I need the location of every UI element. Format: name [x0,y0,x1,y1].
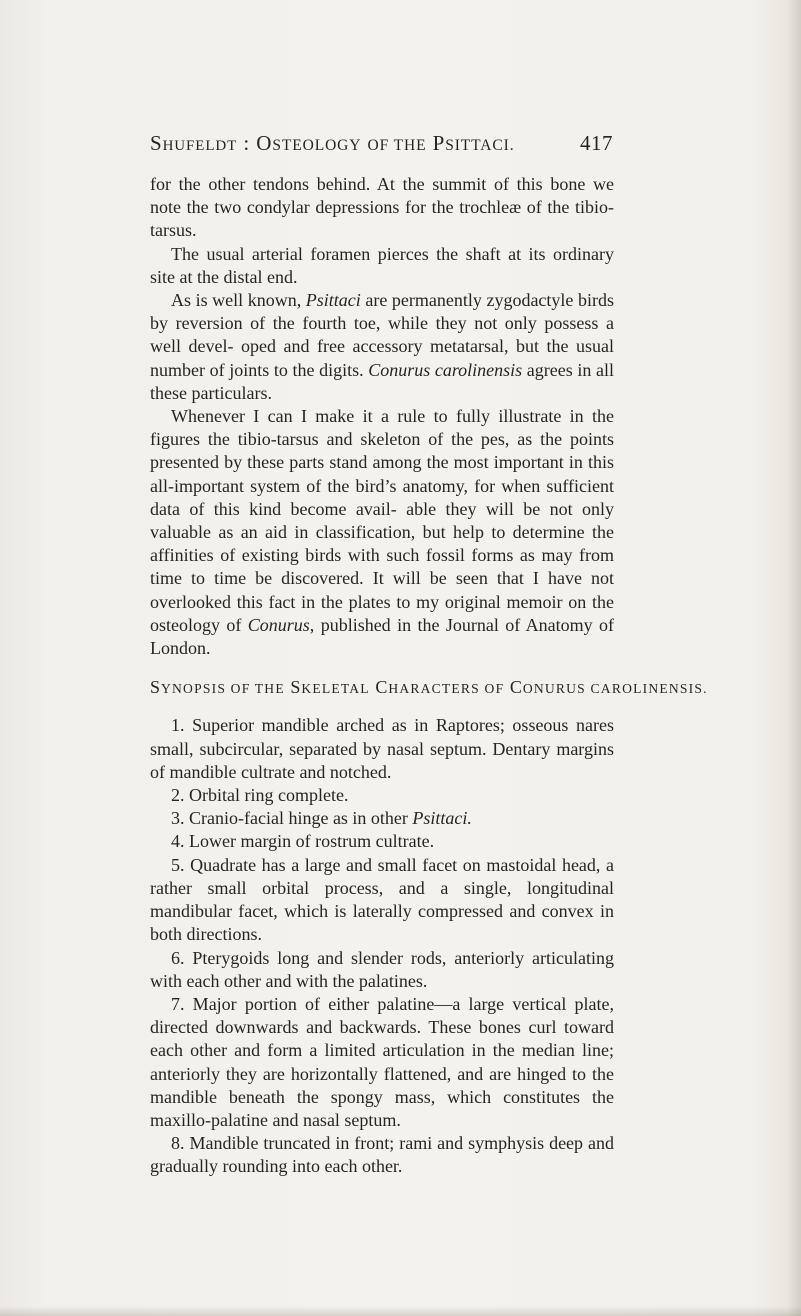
running-header [150,131,613,159]
list-item-2: 2. Orbital ring complete. [171,785,349,806]
list-item-5: 5. Quadrate has a large and small facet on mastoidal head, a rather small orbital process, and a single, longitudinal mandibular facet, which is laterally compressed and convex in both directions. [150,854,614,945]
list-item-3-italic: Psittaci. [412,808,472,829]
section-heading [150,676,708,700]
list-item-3 [150,807,614,830]
page-number: 417 [580,131,613,155]
header-title-p: P [432,131,446,155]
page-bottom-edge [0,1306,801,1316]
heading-s3: C [375,677,389,698]
heading-s1: S [150,677,162,698]
body-text [150,173,708,1179]
list-item-6: 6. Pterygoids long and slender rods, anteriorly articulating with each other and with the palatines. [150,947,614,991]
paragraph-3-italic-2: Conurus carolinensis [368,359,523,380]
header-separator: : [243,131,251,155]
header-title-sittaci: SITTACI. [445,137,515,154]
header-author: Shufeldt [150,131,238,155]
heading-s4b: ONURUS CAROLINENSIS. [522,681,708,697]
header-title-steology: STEOLOGY [272,137,362,154]
list-item-1: 1. Superior mandible arched as in Raptores; osseous nares small, subcircular, separated by nasal septum. Dentary margins of mandible cultrate and notched. [150,715,614,782]
paragraph-4-text-b: , published in the Journal of Anatomy of London. [150,614,614,659]
running-title [150,131,514,156]
paragraph-3-text-b: are permanently zygodactyle birds by reversion of the fourth toe, while they not only possess a well devel- oped and free accessory metatarsal, but the usual number of joints to the digits. [150,290,614,380]
list-item-3-text: 3. Cranio-facial hinge as in other [171,808,413,829]
list-item-8: 8. Mandible truncated in front; rami and symphysis deep and gradually rounding into each other. [150,1133,614,1177]
header-title-of: OF THE [367,137,427,154]
paragraph-3 [150,289,614,405]
paragraph-3-text-a: As is well known, [171,290,306,311]
paragraph-4 [150,405,614,660]
list-item-4: 4. Lower margin of rostrum cultrate. [171,831,435,852]
paragraph-3-text-c: agrees in all these particulars. [150,359,614,403]
heading-s1b: YNOPSIS OF THE [161,681,285,697]
paragraph-4-text-a: Whenever I can I make it a rule to fully illustrate in the figures the tibio-tarsus and skeleton of the pes, as the points presented by these parts stand among the most important in this all-important system of the bird’s anatomy, for when sufficient data of this kind become avail- able they will be not only valuable as an aid in classification, but help to determine the affinities of existing birds with such fossil forms as may from time to time be discovered. It will be seen that I have not overlooked this fact in the plates to my original memoir on the osteology of [150,406,614,635]
paragraph-3-italic-1: Psittaci [305,290,361,311]
heading-s3b: HARACTERS OF [388,681,505,697]
list-item-7: 7. Major portion of either palatine—a large vertical plate, directed downwards and backwards. These bones curl toward each other and form a limited articulation in the median line; anteriorly they are horizontally flattened, and are hinged to the mandible beneath the spongy mass, which constitutes the maxillo-palatine and nasal septum. [150,993,614,1130]
paragraph-2: The usual arterial foramen pierces the shaft at its ordinary site at the distal end. [150,243,614,287]
heading-s2b: KELETAL [301,681,370,697]
paragraph-4-italic: Conurus [247,614,310,635]
header-title-o: O [256,131,273,155]
heading-s4: C [509,677,523,698]
heading-s2: S [290,677,302,698]
paragraph-1: for the other tendons behind. At the summit of this bone we note the two condylar depressions for the trochleæ of the tibio-tarsus. [150,174,614,241]
page-edge-shadow [787,0,801,1316]
